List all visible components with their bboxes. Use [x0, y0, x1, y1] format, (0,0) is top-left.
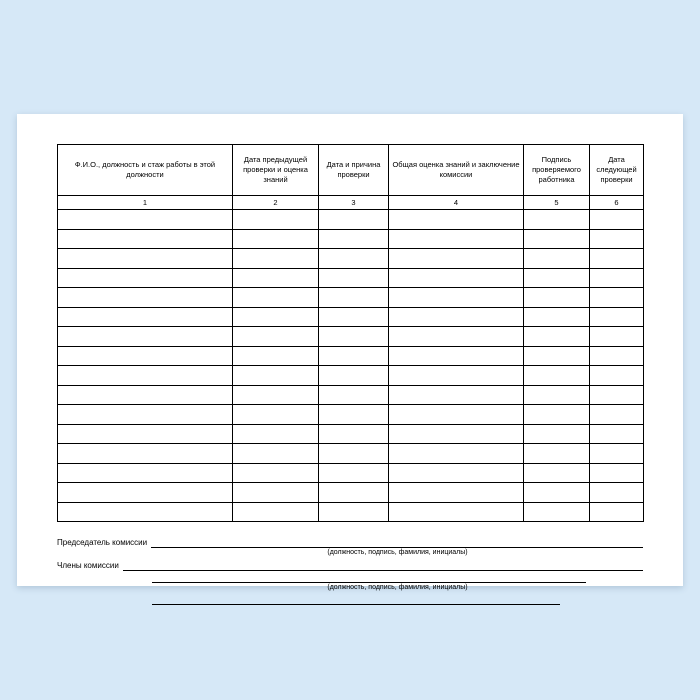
table-cell[interactable] — [319, 385, 389, 405]
table-cell[interactable] — [319, 444, 389, 464]
table-cell[interactable] — [524, 210, 590, 230]
signature-block — [57, 538, 643, 605]
table-cell[interactable] — [524, 444, 590, 464]
column-number-1: 1 — [58, 196, 233, 210]
table-cell[interactable] — [319, 346, 389, 366]
table-body — [58, 210, 644, 522]
table-cell[interactable] — [590, 463, 644, 483]
table-column-number-row — [58, 196, 644, 210]
table-cell[interactable] — [590, 307, 644, 327]
table-cell[interactable] — [233, 366, 319, 386]
table-cell[interactable] — [590, 385, 644, 405]
column-number-4: 4 — [389, 196, 524, 210]
table-cell[interactable] — [389, 463, 524, 483]
table-cell[interactable] — [389, 424, 524, 444]
table-cell[interactable] — [590, 249, 644, 269]
table-cell[interactable] — [233, 249, 319, 269]
table-row — [58, 346, 644, 366]
table-cell[interactable] — [524, 405, 590, 425]
table-cell[interactable] — [233, 385, 319, 405]
table-cell[interactable] — [233, 502, 319, 522]
table-cell[interactable] — [590, 366, 644, 386]
table-cell[interactable] — [590, 288, 644, 308]
members-caption: (должность, подпись, фамилия, инициалы) — [327, 584, 468, 591]
members-signature-line-1[interactable] — [123, 561, 643, 571]
table-cell[interactable] — [233, 229, 319, 249]
table-cell[interactable] — [233, 444, 319, 464]
table-header-row — [58, 145, 644, 196]
table-row — [58, 385, 644, 405]
table-row — [58, 424, 644, 444]
table-cell[interactable] — [58, 229, 233, 249]
table-row — [58, 366, 644, 386]
table-cell[interactable] — [389, 366, 524, 386]
paper-shadow — [17, 114, 683, 591]
column-header-check-date-reason: Дата и причина проверки — [319, 145, 389, 196]
table-cell[interactable] — [590, 502, 644, 522]
table-cell[interactable] — [319, 249, 389, 269]
table-cell[interactable] — [524, 229, 590, 249]
table-cell[interactable] — [319, 463, 389, 483]
table-cell[interactable] — [58, 405, 233, 425]
column-number-2: 2 — [233, 196, 319, 210]
table-cell[interactable] — [524, 268, 590, 288]
table-cell[interactable] — [590, 444, 644, 464]
table-cell[interactable] — [319, 229, 389, 249]
table-cell[interactable] — [524, 346, 590, 366]
table-cell[interactable] — [58, 307, 233, 327]
table-cell[interactable] — [524, 424, 590, 444]
table-cell[interactable] — [319, 288, 389, 308]
table-cell[interactable] — [319, 327, 389, 347]
table-cell[interactable] — [389, 405, 524, 425]
knowledge-check-table — [57, 144, 644, 522]
chairman-signature-line[interactable] — [151, 538, 643, 548]
table-cell[interactable] — [319, 405, 389, 425]
chairman-row — [57, 538, 643, 548]
table-cell[interactable] — [58, 327, 233, 347]
table-cell[interactable] — [233, 307, 319, 327]
table-cell[interactable] — [389, 288, 524, 308]
table-cell[interactable] — [524, 249, 590, 269]
table-cell[interactable] — [319, 268, 389, 288]
table-cell[interactable] — [319, 483, 389, 503]
table-cell[interactable] — [590, 424, 644, 444]
column-header-overall-assessment: Общая оценка знаний и заключение комиссии — [389, 145, 524, 196]
table-cell[interactable] — [389, 229, 524, 249]
column-number-5: 5 — [524, 196, 590, 210]
table-row — [58, 327, 644, 347]
table-row — [58, 483, 644, 503]
members-signature-line-3[interactable] — [152, 596, 560, 605]
table-cell[interactable] — [233, 210, 319, 230]
column-header-next-check-date: Дата следующей проверки — [590, 145, 644, 196]
table-cell[interactable] — [58, 288, 233, 308]
table-cell[interactable] — [233, 405, 319, 425]
members-row — [57, 561, 643, 571]
table-row — [58, 210, 644, 230]
table-cell[interactable] — [58, 444, 233, 464]
document-sheet — [17, 114, 683, 591]
table-cell[interactable] — [590, 346, 644, 366]
table-cell[interactable] — [233, 346, 319, 366]
table-cell[interactable] — [590, 483, 644, 503]
table-cell[interactable] — [524, 288, 590, 308]
table-cell[interactable] — [233, 268, 319, 288]
table-cell[interactable] — [319, 210, 389, 230]
table-row — [58, 268, 644, 288]
table-row — [58, 307, 644, 327]
table-cell[interactable] — [590, 405, 644, 425]
table-cell[interactable] — [389, 502, 524, 522]
table-cell[interactable] — [233, 424, 319, 444]
table-cell[interactable] — [389, 346, 524, 366]
table-cell[interactable] — [319, 366, 389, 386]
table-cell[interactable] — [389, 327, 524, 347]
table-cell[interactable] — [389, 210, 524, 230]
chairman-label: Председатель комиссии — [57, 538, 148, 548]
table-row — [58, 502, 644, 522]
table-row — [58, 288, 644, 308]
table-row — [58, 249, 644, 269]
table-cell[interactable] — [524, 307, 590, 327]
table-cell[interactable] — [58, 463, 233, 483]
table-cell[interactable] — [389, 268, 524, 288]
table-cell[interactable] — [319, 424, 389, 444]
table-row — [58, 444, 644, 464]
table-cell[interactable] — [233, 288, 319, 308]
table-cell[interactable] — [590, 229, 644, 249]
table-cell[interactable] — [58, 268, 233, 288]
table-cell[interactable] — [233, 463, 319, 483]
table-cell[interactable] — [590, 327, 644, 347]
table-cell[interactable] — [389, 307, 524, 327]
table-cell[interactable] — [319, 502, 389, 522]
column-header-fio: Ф.И.О., должность и стаж работы в этой должности — [58, 145, 233, 196]
table-cell[interactable] — [524, 463, 590, 483]
table-cell[interactable] — [319, 307, 389, 327]
table-cell[interactable] — [58, 502, 233, 522]
table-cell[interactable] — [389, 483, 524, 503]
table-cell[interactable] — [58, 249, 233, 269]
table-cell[interactable] — [58, 366, 233, 386]
table-cell[interactable] — [233, 327, 319, 347]
table-cell[interactable] — [389, 385, 524, 405]
table-cell[interactable] — [590, 268, 644, 288]
table-cell[interactable] — [524, 366, 590, 386]
table-cell[interactable] — [524, 385, 590, 405]
table-cell[interactable] — [524, 502, 590, 522]
table-cell[interactable] — [58, 385, 233, 405]
table-cell[interactable] — [524, 327, 590, 347]
members-signature-line-2[interactable] — [152, 574, 586, 583]
table-cell[interactable] — [389, 249, 524, 269]
table-cell[interactable] — [58, 346, 233, 366]
table-row — [58, 405, 644, 425]
table-row — [58, 463, 644, 483]
table-cell[interactable] — [524, 483, 590, 503]
column-number-3: 3 — [319, 196, 389, 210]
table-row — [58, 229, 644, 249]
chairman-caption: (должность, подпись, фамилия, инициалы) — [327, 549, 468, 556]
column-header-previous-check: Дата предыдущей проверки и оценка знаний — [233, 145, 319, 196]
table-cell[interactable] — [590, 210, 644, 230]
table-cell[interactable] — [58, 483, 233, 503]
members-label: Члены комиссии — [57, 561, 119, 571]
table-cell[interactable] — [58, 424, 233, 444]
column-number-6: 6 — [590, 196, 644, 210]
table-cell[interactable] — [233, 483, 319, 503]
column-header-worker-signature: Подпись проверяемого работника — [524, 145, 590, 196]
table-cell[interactable] — [58, 210, 233, 230]
table-cell[interactable] — [389, 444, 524, 464]
